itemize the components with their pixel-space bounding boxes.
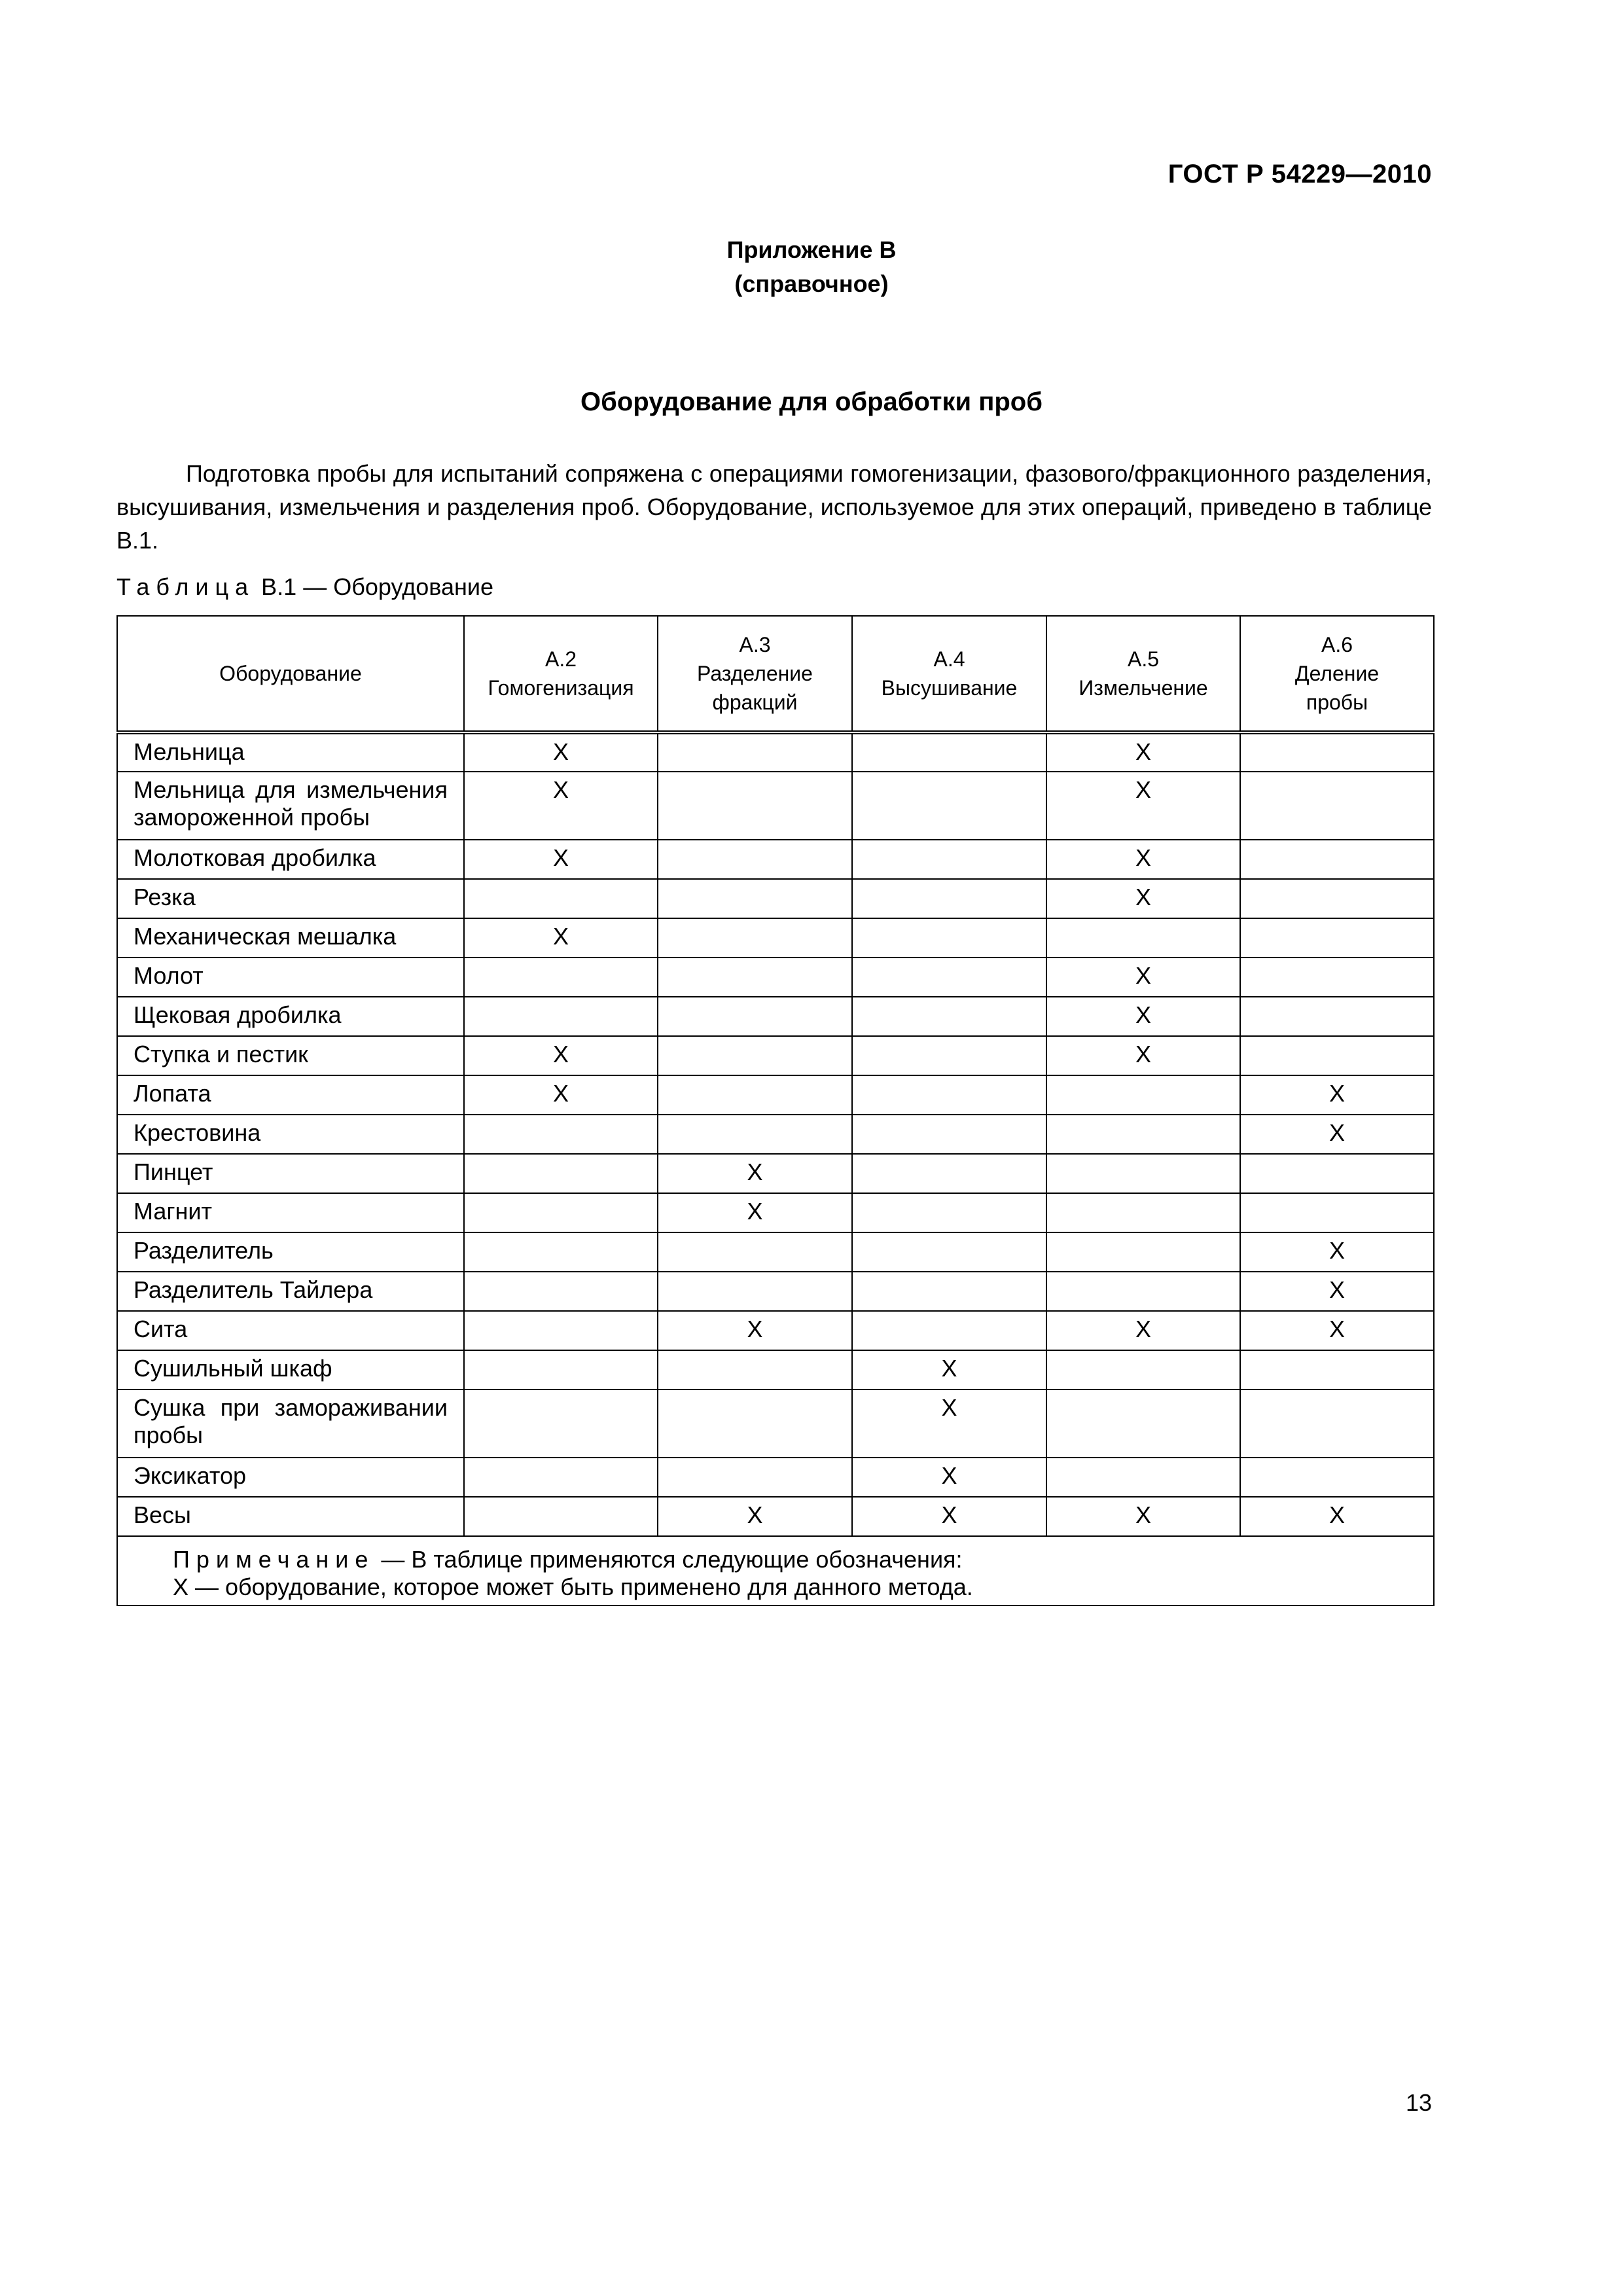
header-a6-label: Деление пробы (1294, 662, 1380, 714)
table-row (117, 840, 1434, 879)
header-a4-label: Высушивание (881, 676, 1018, 700)
header-a3 (658, 616, 852, 732)
mark-cell: X (658, 1193, 852, 1232)
mark-cell (658, 1115, 852, 1154)
header-a2-code: А.2 (544, 647, 577, 671)
mark-cell (658, 732, 852, 772)
mark-cell (852, 879, 1046, 918)
table-row (117, 1458, 1434, 1497)
table-row (117, 879, 1434, 918)
mark-cell: X (852, 1497, 1046, 1536)
mark-cell: X (852, 1350, 1046, 1390)
mark-cell (658, 879, 852, 918)
mark-cell (1046, 1115, 1240, 1154)
header-a3-label: Разделение фракций (697, 662, 813, 714)
equipment-name: Сита (117, 1311, 464, 1350)
mark-cell (1240, 1390, 1434, 1458)
mark-cell (464, 1458, 658, 1497)
mark-cell (852, 918, 1046, 958)
equipment-name: Разделитель (117, 1232, 464, 1272)
mark-cell: X (464, 1036, 658, 1075)
mark-cell (1240, 840, 1434, 879)
mark-cell (464, 879, 658, 918)
equipment-name: Молот (117, 958, 464, 997)
mark-cell (1240, 772, 1434, 840)
mark-cell (1046, 1193, 1240, 1232)
mark-cell (1240, 958, 1434, 997)
mark-cell: X (1046, 997, 1240, 1036)
equipment-name: Крестовина (117, 1115, 464, 1154)
mark-cell (852, 997, 1046, 1036)
section-title: Оборудование для обработки проб (580, 387, 1043, 416)
mark-cell (464, 1350, 658, 1390)
table-row (117, 1232, 1434, 1272)
table-row (117, 1350, 1434, 1390)
mark-cell (852, 1272, 1046, 1311)
mark-cell (658, 997, 852, 1036)
intro-paragraph: Подготовка пробы для испытаний сопряжена с операциями гомогенизации, фазового/фракционного разделения, высушивания, измельчения и разделения проб. Оборудование, используемое для этих операций, приведено в таблице В.1. (116, 460, 1432, 554)
mark-cell (1240, 1154, 1434, 1193)
mark-cell: X (1046, 1036, 1240, 1075)
equipment-name: Магнит (117, 1193, 464, 1232)
mark-cell (658, 1232, 852, 1272)
mark-cell (1240, 997, 1434, 1036)
equipment-name: Механическая мешалка (117, 918, 464, 958)
mark-cell: X (1240, 1272, 1434, 1311)
equipment-name: Весы (117, 1497, 464, 1536)
table-note-label: Примечание (173, 1546, 375, 1573)
equipment-name: Сушка при замораживании пробы (117, 1390, 464, 1458)
mark-cell: X (658, 1311, 852, 1350)
header-a6-code: А.6 (1321, 633, 1353, 656)
mark-cell (658, 918, 852, 958)
mark-cell: X (1046, 1311, 1240, 1350)
mark-cell: X (1240, 1075, 1434, 1115)
mark-cell (1046, 1272, 1240, 1311)
header-a5-code: А.5 (1127, 647, 1160, 671)
mark-cell (1240, 1350, 1434, 1390)
page-number: 13 (1405, 2089, 1432, 2116)
table-row (117, 1154, 1434, 1193)
mark-cell (658, 1036, 852, 1075)
equipment-name: Разделитель Тайлера (117, 1272, 464, 1311)
table-caption-word: Таблица (116, 573, 255, 600)
mark-cell (658, 772, 852, 840)
table-note-row (117, 1536, 1434, 1605)
mark-cell (658, 1075, 852, 1115)
mark-cell (1046, 1154, 1240, 1193)
mark-cell (464, 1232, 658, 1272)
header-equipment (117, 616, 464, 732)
equipment-name: Молотковая дробилка (117, 840, 464, 879)
mark-cell (852, 1232, 1046, 1272)
mark-cell: X (1046, 732, 1240, 772)
mark-cell (464, 1193, 658, 1232)
header-equipment-label: Оборудование (219, 662, 362, 685)
mark-cell (852, 1115, 1046, 1154)
mark-cell (852, 1311, 1046, 1350)
mark-cell (1046, 1350, 1240, 1390)
mark-cell: X (464, 1075, 658, 1115)
mark-cell (852, 1154, 1046, 1193)
mark-cell: X (464, 732, 658, 772)
header-a5-label: Измельчение (1079, 676, 1208, 700)
mark-cell: X (1240, 1115, 1434, 1154)
mark-cell (658, 1458, 852, 1497)
table-caption (116, 573, 493, 601)
equipment-name: Щековая дробилка (117, 997, 464, 1036)
mark-cell (852, 732, 1046, 772)
mark-cell (852, 1075, 1046, 1115)
equipment-name: Резка (117, 879, 464, 918)
equipment-name: Ступка и пестик (117, 1036, 464, 1075)
table-note-line2: X — оборудование, которое может быть применено для данного метода. (173, 1573, 973, 1600)
table-note-line1 (173, 1546, 1433, 1573)
mark-cell (1046, 1458, 1240, 1497)
mark-cell (658, 1390, 852, 1458)
mark-cell (852, 958, 1046, 997)
mark-cell: X (852, 1390, 1046, 1458)
equipment-name: Эксикатор (117, 1458, 464, 1497)
header-a3-code: А.3 (739, 633, 771, 656)
header-a2-label: Гомогенизация (488, 676, 634, 700)
mark-cell (852, 772, 1046, 840)
mark-cell: X (1046, 958, 1240, 997)
mark-cell (464, 1311, 658, 1350)
mark-cell: X (658, 1497, 852, 1536)
mark-cell: X (1046, 879, 1240, 918)
mark-cell (1240, 1193, 1434, 1232)
appendix-heading (0, 233, 1623, 301)
table-row (117, 1272, 1434, 1311)
mark-cell (464, 1497, 658, 1536)
mark-cell (464, 1272, 658, 1311)
mark-cell: X (1046, 772, 1240, 840)
table-row (117, 1036, 1434, 1075)
mark-cell (658, 1350, 852, 1390)
equipment-name: Пинцет (117, 1154, 464, 1193)
table-row (117, 918, 1434, 958)
mark-cell (1046, 1232, 1240, 1272)
equipment-table (116, 615, 1435, 1606)
mark-cell (464, 1115, 658, 1154)
header-a6 (1240, 616, 1434, 732)
header-a4-code: А.4 (933, 647, 965, 671)
mark-cell (852, 840, 1046, 879)
mark-cell (658, 1272, 852, 1311)
table-row (117, 958, 1434, 997)
mark-cell (1046, 1390, 1240, 1458)
mark-cell: X (1240, 1311, 1434, 1350)
mark-cell (1240, 1458, 1434, 1497)
table-row (117, 772, 1434, 840)
table-row (117, 1311, 1434, 1350)
header-a2 (464, 616, 658, 732)
table-row (117, 732, 1434, 772)
appendix-title: Приложение В (726, 236, 897, 263)
equipment-name: Мельница (117, 732, 464, 772)
appendix-subtitle: (справочное) (734, 270, 889, 297)
mark-cell (852, 1036, 1046, 1075)
mark-cell: X (464, 772, 658, 840)
mark-cell (1046, 1075, 1240, 1115)
table-note-text: — В таблице применяются следующие обозначения: (374, 1546, 963, 1573)
mark-cell: X (1240, 1497, 1434, 1536)
mark-cell (1046, 918, 1240, 958)
mark-cell (852, 1193, 1046, 1232)
mark-cell: X (852, 1458, 1046, 1497)
document-code: ГОСТ Р 54229—2010 (1168, 160, 1432, 188)
table-row (117, 1390, 1434, 1458)
equipment-name: Сушильный шкаф (117, 1350, 464, 1390)
table-row (117, 1193, 1434, 1232)
table-caption-text: В.1 — Оборудование (255, 573, 494, 600)
mark-cell (464, 1154, 658, 1193)
mark-cell (464, 1390, 658, 1458)
mark-cell (464, 997, 658, 1036)
table-row (117, 1497, 1434, 1536)
equipment-name: Мельница для измельчения замороженной пробы (117, 772, 464, 840)
mark-cell (1240, 879, 1434, 918)
mark-cell: X (1046, 1497, 1240, 1536)
mark-cell: X (464, 840, 658, 879)
header-a4 (852, 616, 1046, 732)
table-row (117, 1115, 1434, 1154)
table-row (117, 997, 1434, 1036)
mark-cell: X (464, 918, 658, 958)
mark-cell (1240, 732, 1434, 772)
mark-cell: X (658, 1154, 852, 1193)
equipment-name: Лопата (117, 1075, 464, 1115)
table-row (117, 1075, 1434, 1115)
mark-cell (464, 958, 658, 997)
mark-cell (658, 958, 852, 997)
table-header-row (117, 616, 1434, 732)
mark-cell (658, 840, 852, 879)
mark-cell (1240, 1036, 1434, 1075)
mark-cell: X (1046, 840, 1240, 879)
mark-cell (1240, 918, 1434, 958)
table-note (117, 1536, 1434, 1605)
header-a5 (1046, 616, 1240, 732)
mark-cell: X (1240, 1232, 1434, 1272)
